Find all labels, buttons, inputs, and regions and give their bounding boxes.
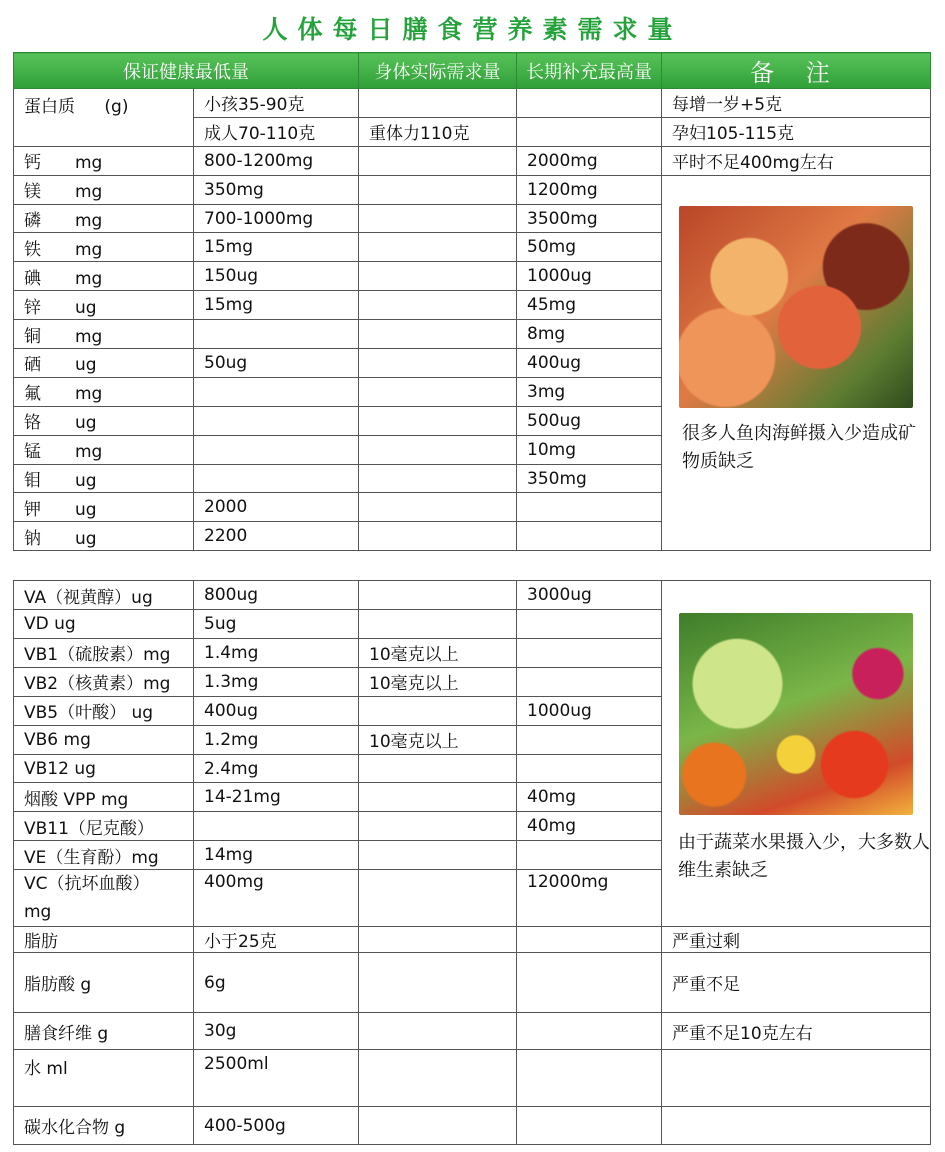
mineral-need xyxy=(359,464,517,493)
mineral-min: 15mg xyxy=(194,291,359,320)
other-name: 膳食纤维 g xyxy=(14,1013,194,1050)
mineral-max: 10mg xyxy=(517,435,662,464)
other-max xyxy=(517,1050,662,1107)
mineral-max: 3mg xyxy=(517,377,662,406)
protein-name-cell xyxy=(14,89,194,147)
mineral-unit: ug xyxy=(75,471,97,492)
mineral-name-cell xyxy=(14,349,194,378)
protein-unit: (g) xyxy=(104,97,129,117)
other-max xyxy=(517,927,662,953)
table-row xyxy=(14,89,931,118)
mineral-name: 铬 xyxy=(24,413,41,434)
table-row xyxy=(14,581,931,610)
other-note: 严重过剩 xyxy=(662,927,931,953)
vitamin-need xyxy=(359,812,517,841)
vitamin-name: VB5（叶酸） ug xyxy=(14,696,194,725)
other-min: 小于25克 xyxy=(194,927,359,953)
mineral-max: 45mg xyxy=(517,291,662,320)
mineral-name: 锌 xyxy=(24,297,41,318)
mineral-need xyxy=(359,320,517,349)
protein-note-age: 每增一岁+5克 xyxy=(662,89,931,118)
mineral-max: 50mg xyxy=(517,233,662,262)
vitamin-min: 14-21mg xyxy=(194,783,359,812)
vc-unit: mg xyxy=(24,902,52,923)
mineral-need xyxy=(359,146,517,175)
vitamin-name: VA（视黄醇）ug xyxy=(14,581,194,610)
mineral-min: 150ug xyxy=(194,262,359,291)
other-min: 30g xyxy=(194,1013,359,1050)
vitamin-max xyxy=(517,725,662,754)
mineral-name: 镁 xyxy=(24,182,41,203)
mineral-need xyxy=(359,522,517,551)
vitamin-name: 烟酸 VPP mg xyxy=(14,783,194,812)
vitamin-max: 3000ug xyxy=(517,581,662,610)
mineral-name-cell xyxy=(14,522,194,551)
vitamin-min: 5ug xyxy=(194,610,359,639)
mineral-name-cell xyxy=(14,435,194,464)
mineral-name: 钠 xyxy=(24,528,41,549)
mineral-name-cell xyxy=(14,262,194,291)
mineral-unit: mg xyxy=(75,211,103,231)
calcium-note: 平时不足400mg左右 xyxy=(662,146,931,175)
protein-note-pregnant: 孕妇105-115克 xyxy=(662,117,931,146)
vitamin-min: 1.4mg xyxy=(194,639,359,668)
mineral-name: 硒 xyxy=(24,355,41,376)
other-need xyxy=(359,1013,517,1050)
mineral-need xyxy=(359,175,517,204)
vegetables-photo xyxy=(679,613,913,815)
other-min: 6g xyxy=(194,953,359,1013)
mineral-need xyxy=(359,262,517,291)
mineral-name-cell xyxy=(14,204,194,233)
mineral-name: 钼 xyxy=(24,471,41,492)
mineral-unit: mg xyxy=(75,239,103,260)
mineral-name-cell xyxy=(14,406,194,435)
mineral-max xyxy=(517,522,662,551)
mineral-name: 铁 xyxy=(24,239,41,260)
vitamin-need xyxy=(359,754,517,783)
mineral-need xyxy=(359,349,517,378)
mineral-name: 铜 xyxy=(24,326,41,347)
vitamin-max: 1000ug xyxy=(517,696,662,725)
mineral-name-cell xyxy=(14,291,194,320)
mineral-min: 800-1200mg xyxy=(194,146,359,175)
seafood-photo xyxy=(679,206,913,408)
mineral-unit: ug xyxy=(75,528,97,549)
vitamin-max xyxy=(517,610,662,639)
mineral-unit: mg xyxy=(75,268,103,289)
vitamin-min xyxy=(194,812,359,841)
mineral-name-cell xyxy=(14,233,194,262)
table-row xyxy=(14,146,931,175)
mineral-name: 磷 xyxy=(24,211,41,231)
protein-max-empty xyxy=(517,117,662,146)
mineral-min: 50ug xyxy=(194,349,359,378)
vitamin-name: VB2（核黄素）mg xyxy=(14,667,194,696)
other-name: 脂肪酸 g xyxy=(14,953,194,1013)
protein-max-empty xyxy=(517,89,662,118)
mineral-name-cell xyxy=(14,146,194,175)
mineral-name-cell xyxy=(14,320,194,349)
vitamin-max xyxy=(517,754,662,783)
mineral-min xyxy=(194,464,359,493)
mineral-unit: mg xyxy=(75,153,103,174)
protein-need-empty xyxy=(359,89,517,118)
mineral-name: 钙 xyxy=(24,153,41,174)
other-name: 脂肪 xyxy=(14,927,194,953)
other-need xyxy=(359,1107,517,1145)
mineral-min xyxy=(194,377,359,406)
vitamin-min: 2.4mg xyxy=(194,754,359,783)
vitamin-max: 40mg xyxy=(517,783,662,812)
mineral-min: 2000 xyxy=(194,493,359,522)
vitamin-name: VE（生育酚）mg xyxy=(14,841,194,870)
table-row xyxy=(14,953,931,1013)
mineral-need xyxy=(359,204,517,233)
vitamin-name: VB12 ug xyxy=(14,754,194,783)
vitamin-name: VD ug xyxy=(14,610,194,639)
vitamin-min: 1.2mg xyxy=(194,725,359,754)
mineral-unit: ug xyxy=(75,413,97,434)
mineral-max: 8mg xyxy=(517,320,662,349)
mineral-max xyxy=(517,493,662,522)
header-min: 保证健康最低量 xyxy=(14,53,359,89)
mineral-min xyxy=(194,435,359,464)
mineral-max: 500ug xyxy=(517,406,662,435)
other-max xyxy=(517,953,662,1013)
vitamin-need xyxy=(359,581,517,610)
mineral-need xyxy=(359,291,517,320)
mineral-max: 400ug xyxy=(517,349,662,378)
mineral-min: 2200 xyxy=(194,522,359,551)
other-need xyxy=(359,953,517,1013)
mineral-need xyxy=(359,406,517,435)
table-row xyxy=(14,1107,931,1145)
other-name: 水 ml xyxy=(14,1050,194,1107)
mineral-note-cell xyxy=(662,175,931,551)
other-min: 2500ml xyxy=(194,1050,359,1107)
table-row xyxy=(14,175,931,204)
mineral-name: 氟 xyxy=(24,384,41,405)
vitamin-name: VB11（尼克酸） xyxy=(14,812,194,841)
mineral-caption: 很多人鱼肉海鲜摄入少造成矿物质缺乏 xyxy=(682,422,916,472)
vitamin-max xyxy=(517,841,662,870)
page-title: 人体每日膳食营养素需求量 xyxy=(262,15,683,44)
mineral-max: 2000mg xyxy=(517,146,662,175)
mineral-max: 350mg xyxy=(517,464,662,493)
vitamin-need xyxy=(359,610,517,639)
mineral-need xyxy=(359,435,517,464)
mineral-name-cell xyxy=(14,377,194,406)
other-name: 碳水化合物 g xyxy=(14,1107,194,1145)
other-note: 严重不足10克左右 xyxy=(662,1013,931,1050)
vc-min: 400mg xyxy=(194,870,359,927)
mineral-need xyxy=(359,377,517,406)
mineral-unit: mg xyxy=(75,442,103,463)
vitamin-need: 10毫克以上 xyxy=(359,725,517,754)
vitamin-need xyxy=(359,783,517,812)
mineral-name-cell xyxy=(14,175,194,204)
vitamin-max xyxy=(517,667,662,696)
header-note: 备 注 xyxy=(662,53,931,89)
protein-min-adult: 成人70-110克 xyxy=(194,117,359,146)
mineral-min xyxy=(194,406,359,435)
vitamin-min: 14mg xyxy=(194,841,359,870)
table-row xyxy=(14,927,931,953)
protein-min-child: 小孩35-90克 xyxy=(194,89,359,118)
vitamin-name: VB1（硫胺素）mg xyxy=(14,639,194,668)
header-need: 身体实际需求量 xyxy=(359,53,517,89)
other-need xyxy=(359,1050,517,1107)
table-row xyxy=(14,1050,931,1107)
mineral-unit: mg xyxy=(75,182,103,203)
other-max xyxy=(517,1107,662,1145)
mineral-unit: ug xyxy=(75,297,97,318)
vitamin-need: 10毫克以上 xyxy=(359,667,517,696)
mineral-name-cell xyxy=(14,464,194,493)
vitamin-note-cell xyxy=(662,581,931,927)
table-row xyxy=(14,1013,931,1050)
header-row xyxy=(14,53,931,89)
other-need xyxy=(359,927,517,953)
other-note xyxy=(662,1050,931,1107)
mineral-min: 700-1000mg xyxy=(194,204,359,233)
mineral-max: 3500mg xyxy=(517,204,662,233)
nutrition-table xyxy=(13,52,931,1145)
other-note: 严重不足 xyxy=(662,953,931,1013)
vitamin-min: 800ug xyxy=(194,581,359,610)
other-max xyxy=(517,1013,662,1050)
vitamin-max: 40mg xyxy=(517,812,662,841)
vc-max: 12000mg xyxy=(517,870,662,927)
spacer-cell xyxy=(14,551,931,581)
mineral-min xyxy=(194,320,359,349)
mineral-unit: ug xyxy=(75,355,97,376)
vitamin-need xyxy=(359,841,517,870)
mineral-unit: mg xyxy=(75,326,103,347)
mineral-min: 350mg xyxy=(194,175,359,204)
mineral-min: 15mg xyxy=(194,233,359,262)
vc-name-cell xyxy=(14,870,194,927)
vitamin-max xyxy=(517,639,662,668)
mineral-name: 钾 xyxy=(24,499,41,520)
vitamin-name: VB6 mg xyxy=(14,725,194,754)
mineral-name: 碘 xyxy=(24,268,41,289)
mineral-max: 1000ug xyxy=(517,262,662,291)
mineral-unit: ug xyxy=(75,499,97,520)
vc-name: VC（抗坏血酸） xyxy=(24,874,150,895)
vitamin-need xyxy=(359,696,517,725)
other-min: 400-500g xyxy=(194,1107,359,1145)
header-max: 长期补充最高量 xyxy=(517,53,662,89)
mineral-need xyxy=(359,233,517,262)
mineral-unit: mg xyxy=(75,384,103,405)
protein-need-heavy: 重体力110克 xyxy=(359,117,517,146)
mineral-max: 1200mg xyxy=(517,175,662,204)
mineral-name: 锰 xyxy=(24,442,41,463)
vc-need xyxy=(359,870,517,927)
protein-name: 蛋白质 xyxy=(24,97,75,117)
mineral-name-cell xyxy=(14,493,194,522)
vitamin-caption: 由于蔬菜水果摄入少，大多数人维生素缺乏 xyxy=(678,832,930,882)
vitamin-min: 1.3mg xyxy=(194,667,359,696)
mineral-need xyxy=(359,493,517,522)
other-note xyxy=(662,1107,931,1145)
vitamin-min: 400ug xyxy=(194,696,359,725)
vitamin-need: 10毫克以上 xyxy=(359,639,517,668)
spacer-row xyxy=(14,551,931,581)
